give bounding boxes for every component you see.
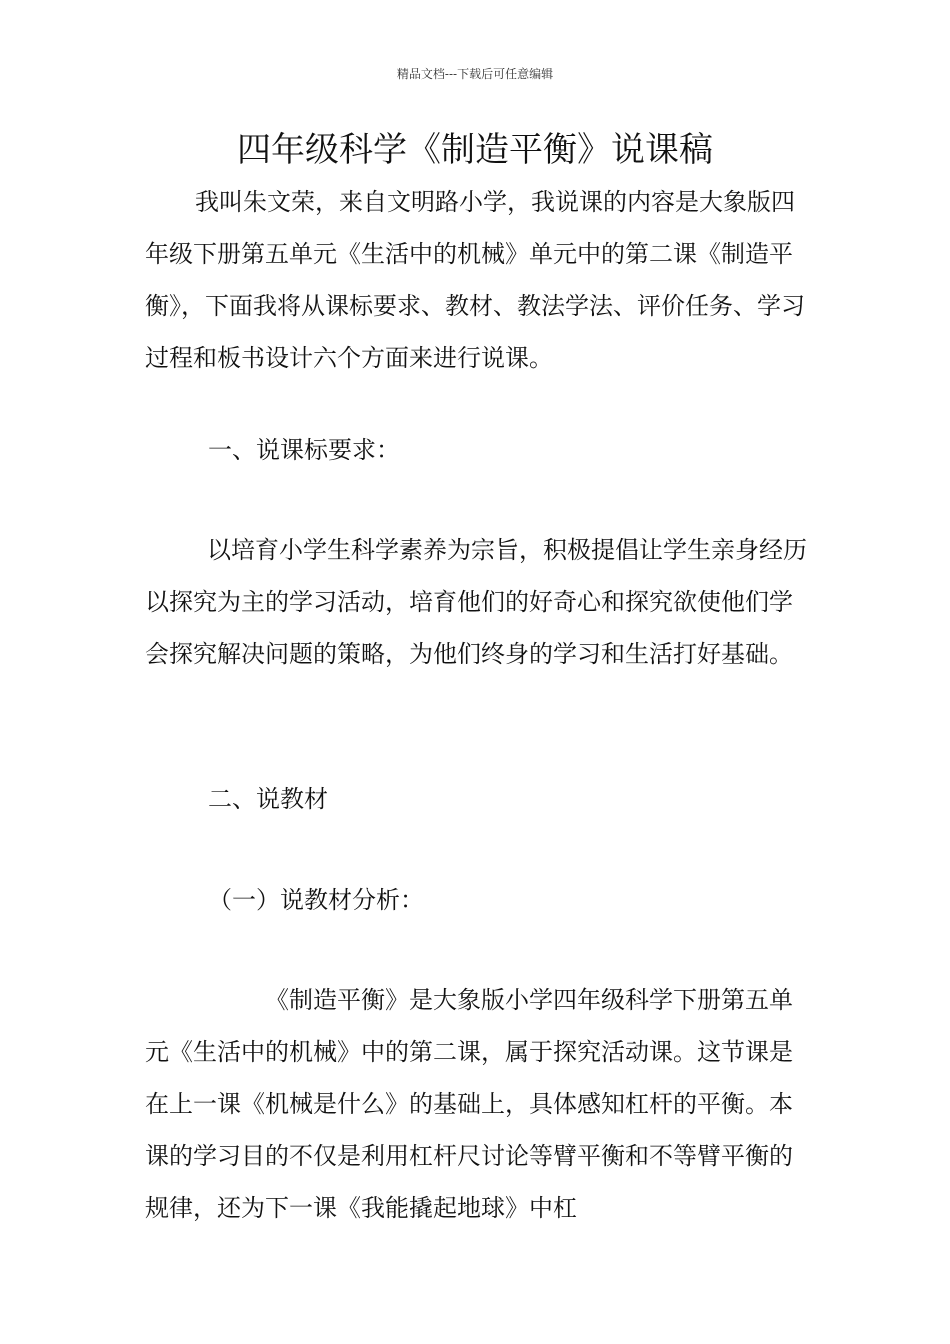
- header-note: 精品文档---下载后可任意编辑: [396, 67, 554, 81]
- curriculum-paragraph: 以培育小学生科学素养为宗旨，积极提倡让学生亲身经历以探究为主的学习活动，培育他们的好奇心和探究欲使他们学会探究解决问题的策略，为他们终身的学习和生活打好基础。: [145, 536, 807, 668]
- textbook-analysis-paragraph: 《制造平衡》是大象版小学四年级科学下册第五单元《生活中的机械》中的第二课，属于探究活动课。这节课是在上一课《机械是什么》的基础上，具体感知杠杆的平衡。本课的学习目的不仅是利用杠杆尺讨论等臂平衡和不等臂平衡的规律，还为下一课《我能撬起地球》中杠: [145, 986, 793, 1222]
- document-title: 四年级科学《制造平衡》说课稿: [237, 130, 713, 170]
- subsection-heading-textbook-analysis: （一）说教材分析：: [208, 886, 424, 914]
- section-heading-curriculum: 一、说课标要求：: [208, 436, 400, 464]
- section-heading-textbook: 二、说教材: [208, 785, 328, 813]
- intro-paragraph: 我叫朱文荣，来自文明路小学，我说课的内容是大象版四年级下册第五单元《生活中的机械》单元中的第二课《制造平衡》，下面我将从课标要求、教材、教法学法、评价任务、学习过程和板书设计六个方面来进行说课。: [145, 188, 805, 372]
